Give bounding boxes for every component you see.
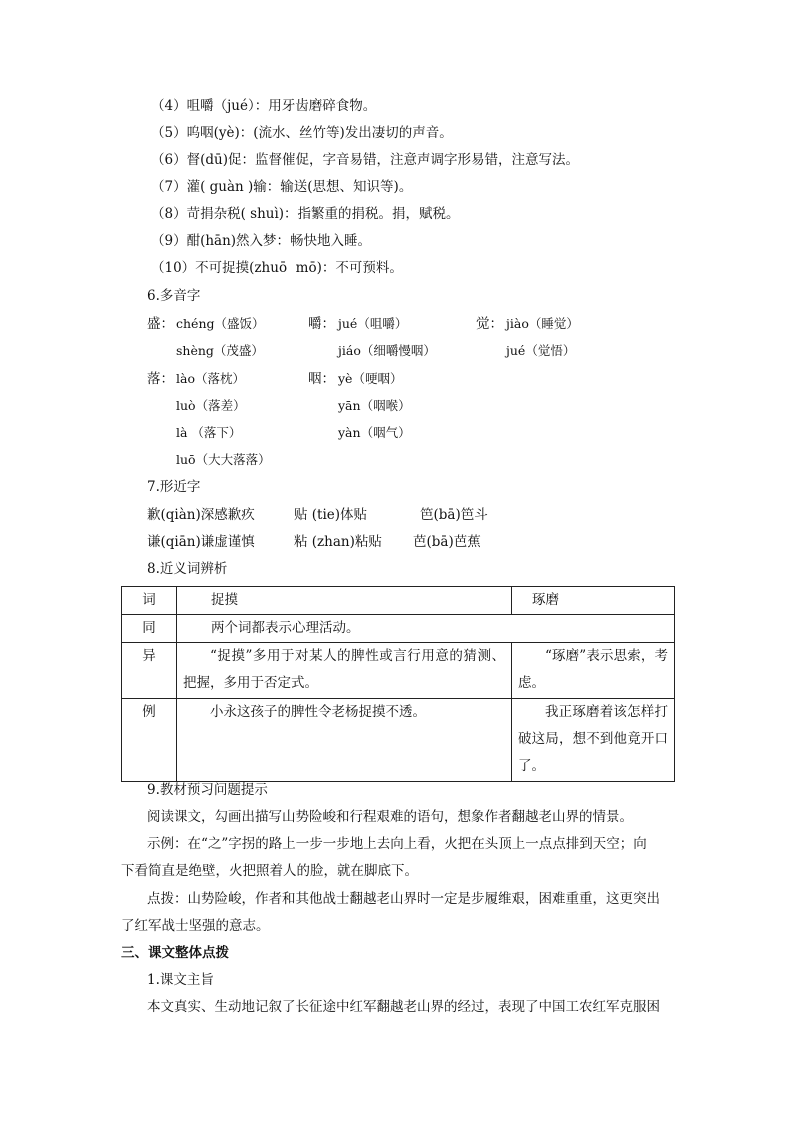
- section-9-hint-line-2: 了红军战士坚强的意志。: [121, 918, 270, 934]
- poly-sheng-reading-2: shèng（茂盛）: [176, 343, 264, 358]
- table-row-example: [122, 699, 675, 782]
- section-9-example-line-2: 下看简直是绝壁，火把照着人的脸，就在脚底下。: [121, 863, 418, 879]
- similar-char-2b: 粘 (zhan)粘贴: [294, 534, 382, 550]
- table-same-label: 同: [142, 620, 156, 636]
- section-9-hint-line-1: 点拨：山势险峻，作者和其他战士翻越老山界时一定是步履维艰，困难重重，这更突出: [147, 891, 660, 907]
- vocab-item-6: （6）督(dū)促：监督催促，字音易错，注意声调字形易错，注意写法。: [151, 152, 579, 168]
- section-9-question: 阅读课文，勾画出描写山势险峻和行程艰难的语句，想象作者翻越老山界的情景。: [147, 809, 633, 825]
- poly-luo-reading-3: là （落下）: [176, 425, 242, 440]
- table-header-label: 词: [142, 592, 156, 608]
- poly-yan-reading-2: yān（咽喉）: [338, 398, 411, 413]
- table-same-text: 两个词都表示心理活动。: [211, 620, 360, 636]
- section-8-title: 8.近义词辨析: [147, 561, 228, 577]
- table-header-word-1: 捉摸: [211, 592, 238, 608]
- poly-sheng-reading-1: chéng（盛饭）: [176, 316, 265, 331]
- similar-char-2a: 谦(qiān)谦虚谨慎: [147, 534, 255, 550]
- poly-yan-reading-1: yè（哽咽）: [338, 371, 403, 386]
- table-diff-word-1: “捉摸”多用于对某人的脾性或言行用意的猜测、把握，多用于否定式。: [183, 648, 505, 691]
- table-row-difference: [122, 643, 675, 699]
- poly-jiao-reading-2: jiáo（细嚼慢咽）: [338, 343, 436, 358]
- vocab-item-8: （8）苛捐杂税( shuì)：指繁重的捐税。捐，赋税。: [151, 206, 460, 222]
- similar-char-1a: 歉(qiàn)深感歉疚: [147, 507, 255, 523]
- section-7-title: 7.形近字: [147, 479, 201, 495]
- poly-luo-reading-1: lào（落枕）: [176, 371, 245, 386]
- similar-char-1c: 笆(bā)笆斗: [420, 507, 488, 523]
- table-example-label: 例: [142, 704, 156, 720]
- vocab-item-4: （4）咀嚼（jué）：用牙齿磨碎食物。: [151, 98, 377, 114]
- poly-yan-reading-3: yàn（咽气）: [338, 425, 411, 440]
- poly-sheng-label: 盛：: [147, 316, 174, 332]
- poly-jiao-reading-1: jué（咀嚼）: [338, 316, 408, 331]
- poly-luo-label: 落：: [147, 371, 174, 387]
- poly-luo-reading-2: luò（落差）: [176, 398, 246, 413]
- table-row-same: [122, 615, 675, 643]
- table-diff-label: 异: [142, 648, 156, 664]
- table-row-header: [122, 587, 675, 615]
- poly-luo-reading-4: luō（大大落落）: [176, 452, 271, 467]
- part-3-body-line-1: 本文真实、生动地记叙了长征途中红军翻越老山界的经过，表现了中国工农红军克服困: [147, 999, 660, 1015]
- similar-char-2c: 芭(bā)芭蕉: [413, 534, 481, 550]
- vocab-item-5: （5）呜咽(yè)：(流水、丝竹等)发出凄切的声音。: [151, 125, 453, 141]
- vocab-item-7: （7）灌( guàn )输：输送(思想、知识等)。: [151, 179, 413, 195]
- poly-jiao-label: 嚼：: [308, 316, 335, 332]
- table-example-word-1: 小永这孩子的脾性令老杨捉摸不透。: [210, 704, 426, 720]
- poly-yan-label: 咽：: [308, 371, 335, 387]
- poly-jue-reading-2: jué（觉悟）: [506, 343, 576, 358]
- section-9-title: 9.教材预习问题提示: [147, 782, 268, 798]
- part-3-subheading: 1.课文主旨: [147, 972, 214, 988]
- section-9-example-line-1: 示例：在“之”字拐的路上一步一步地上去向上看，火把在头顶上一点点排到天空；向: [147, 836, 647, 852]
- vocab-item-10: （10）不可捉摸(zhuō mō)：不可预料。: [151, 260, 403, 276]
- part-3-heading: 三、课文整体点拨: [121, 945, 229, 961]
- similar-char-1b: 贴 (tie)体贴: [294, 507, 368, 523]
- table-header-word-2: 琢磨: [532, 592, 559, 608]
- synonym-table: [121, 586, 675, 782]
- vocab-item-9: （9）酣(hān)然入梦：畅快地入睡。: [151, 233, 372, 249]
- poly-jue-reading-1: jiào（睡觉）: [506, 316, 579, 331]
- table-example-word-2: 我正琢磨着该怎样打破这局，想不到他竟开口了。: [518, 704, 668, 774]
- section-6-title: 6.多音字: [147, 288, 201, 304]
- table-diff-word-2: “琢磨”表示思索，考虑。: [518, 648, 668, 691]
- poly-jue-label: 觉：: [476, 316, 503, 332]
